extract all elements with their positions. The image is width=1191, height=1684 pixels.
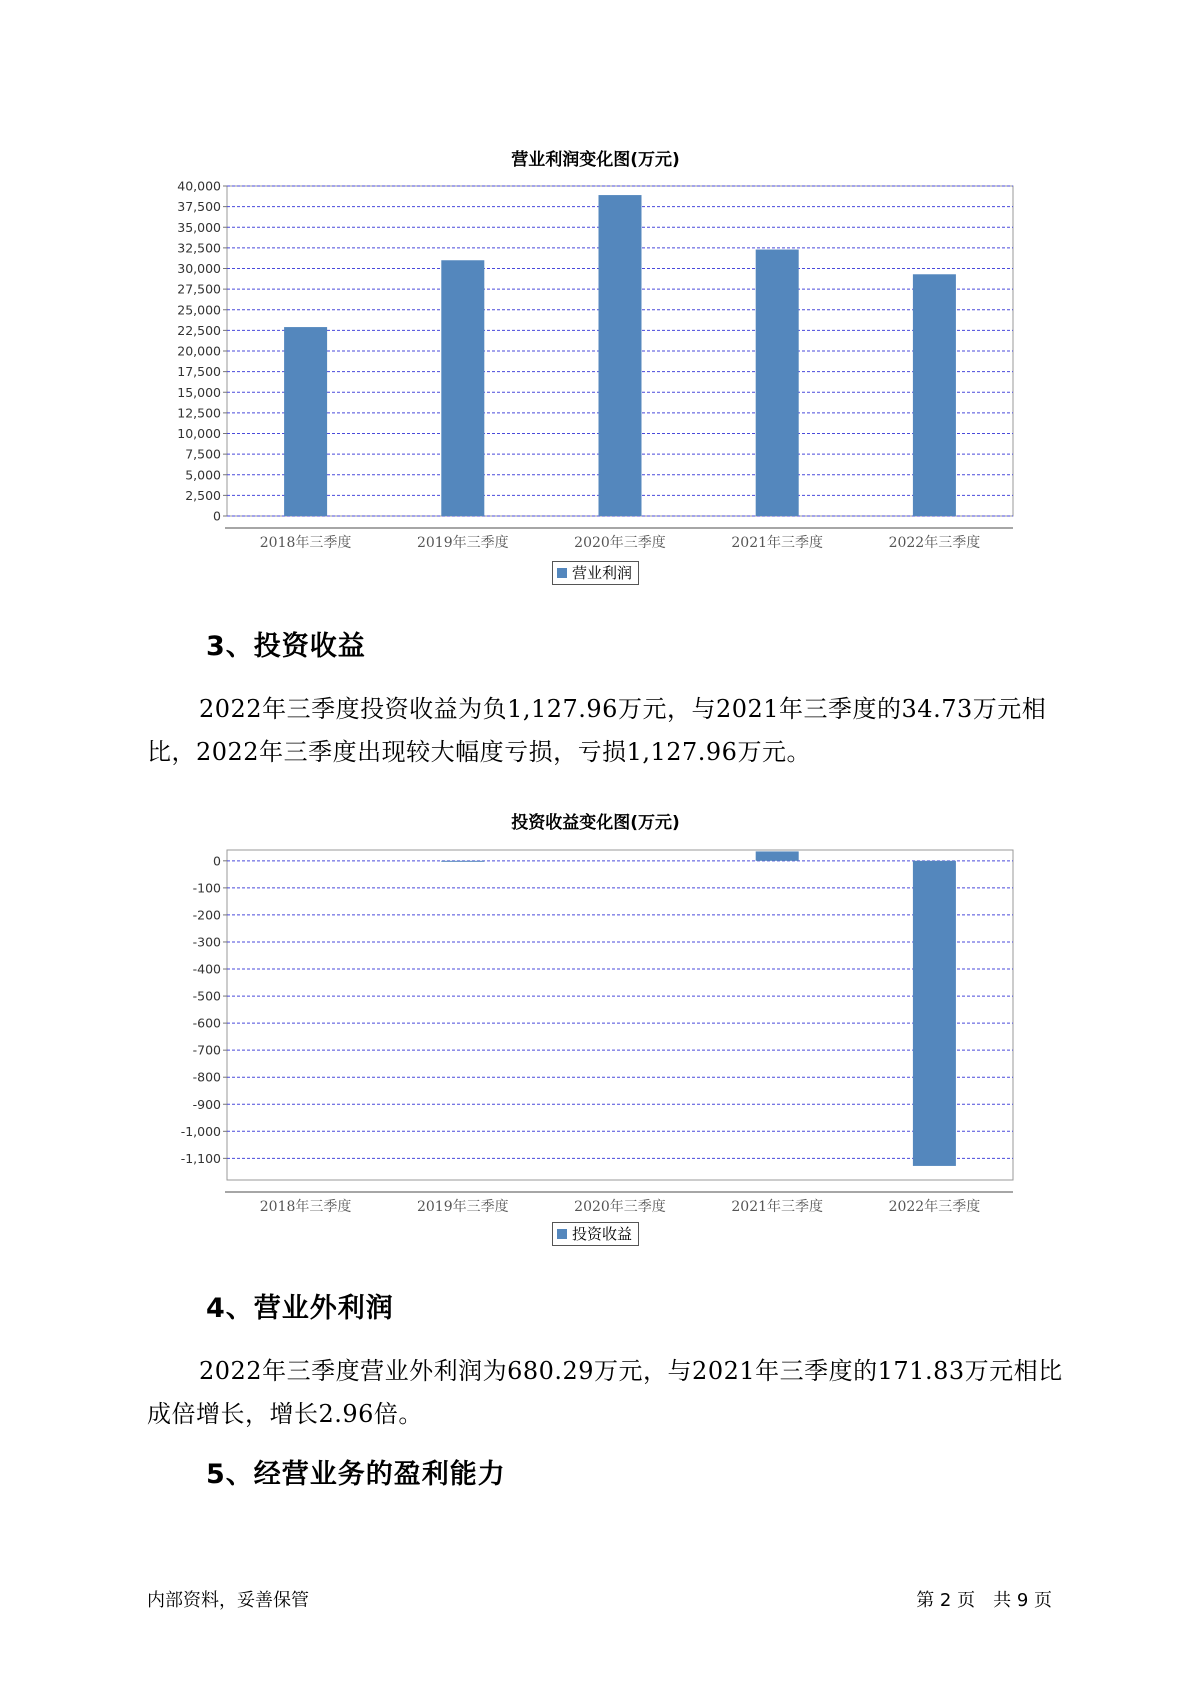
y-tick-label: 27,500 <box>177 281 221 297</box>
x-tick-label: 2019年三季度 <box>416 1199 509 1215</box>
x-tick-label: 2022年三季度 <box>888 1199 981 1215</box>
y-tick-label: 35,000 <box>177 219 221 235</box>
y-tick-label: 7,500 <box>185 446 221 462</box>
chart1-legend-label: 营业利润 <box>572 564 633 582</box>
y-tick-label: 5,000 <box>185 467 221 483</box>
footer-page-number: 第 2 页 共 9 页 <box>916 1590 1052 1611</box>
y-tick-label: 32,500 <box>177 240 221 256</box>
y-tick-label: -700 <box>192 1042 221 1058</box>
y-tick-label: 0 <box>213 853 221 869</box>
y-tick-label: -300 <box>192 934 221 950</box>
chart2-legend <box>552 1222 639 1246</box>
section3-heading: 3、投资收益 <box>206 631 366 662</box>
chart1-title: 营业利润变化图(万元) <box>511 150 680 170</box>
section3-paragraph: 2022年三季度投资收益为负1,127.96万元，与2021年三季度的34.73万元相比，2022年三季度出现较大幅度亏损，亏损1,127.96万元。 <box>147 695 1047 766</box>
y-tick-label: -1,100 <box>180 1150 221 1166</box>
x-tick-label: 2020年三季度 <box>574 535 666 551</box>
legend-swatch <box>557 1229 567 1239</box>
x-tick-label: 2018年三季度 <box>259 535 352 551</box>
bar <box>441 861 484 862</box>
chart2-legend-label: 投资收益 <box>572 1225 633 1243</box>
section5-heading: 5、经营业务的盈利能力 <box>206 1459 506 1490</box>
y-tick-label: -400 <box>192 961 221 977</box>
bar <box>913 861 956 1166</box>
plot-area <box>227 850 1013 1180</box>
y-tick-label: 10,000 <box>177 426 221 441</box>
x-tick-label: 2022年三季度 <box>888 535 981 551</box>
x-tick-label: 2018年三季度 <box>259 1199 352 1215</box>
y-tick-label: -500 <box>192 988 221 1004</box>
x-tick-label: 2020年三季度 <box>574 1199 666 1215</box>
y-tick-label: 12,500 <box>177 405 221 421</box>
y-tick-label: -900 <box>192 1096 221 1112</box>
y-tick-label: 22,500 <box>177 322 221 338</box>
footer-confidential: 内部资料，妥善保管 <box>147 1590 309 1611</box>
section4-paragraph: 2022年三季度营业外利润为680.29万元，与2021年三季度的171.83万元相比成倍增长，增长2.96倍。 <box>147 1357 1063 1428</box>
y-tick-label: 20,000 <box>177 343 221 359</box>
y-tick-label: -1,000 <box>180 1123 221 1139</box>
y-tick-label: 40,000 <box>177 178 221 194</box>
y-tick-label: -200 <box>192 907 221 923</box>
bar <box>756 851 799 860</box>
chart2-title: 投资收益变化图(万元) <box>511 813 680 833</box>
y-tick-label: 17,500 <box>177 364 221 380</box>
y-tick-label: -600 <box>192 1015 221 1031</box>
y-tick-label: 15,000 <box>177 384 221 400</box>
y-tick-label: 30,000 <box>177 261 221 276</box>
x-tick-label: 2021年三季度 <box>731 1199 824 1215</box>
y-tick-label: -800 <box>192 1069 221 1085</box>
y-tick-label: 37,500 <box>177 199 221 215</box>
y-tick-label: 2,500 <box>185 487 221 503</box>
x-tick-label: 2019年三季度 <box>416 535 509 551</box>
y-tick-label: 25,000 <box>177 302 221 318</box>
x-tick-label: 2021年三季度 <box>731 535 824 551</box>
y-tick-label: 0 <box>213 508 221 524</box>
y-tick-label: -100 <box>192 880 221 896</box>
section4-heading: 4、营业外利润 <box>206 1293 394 1324</box>
